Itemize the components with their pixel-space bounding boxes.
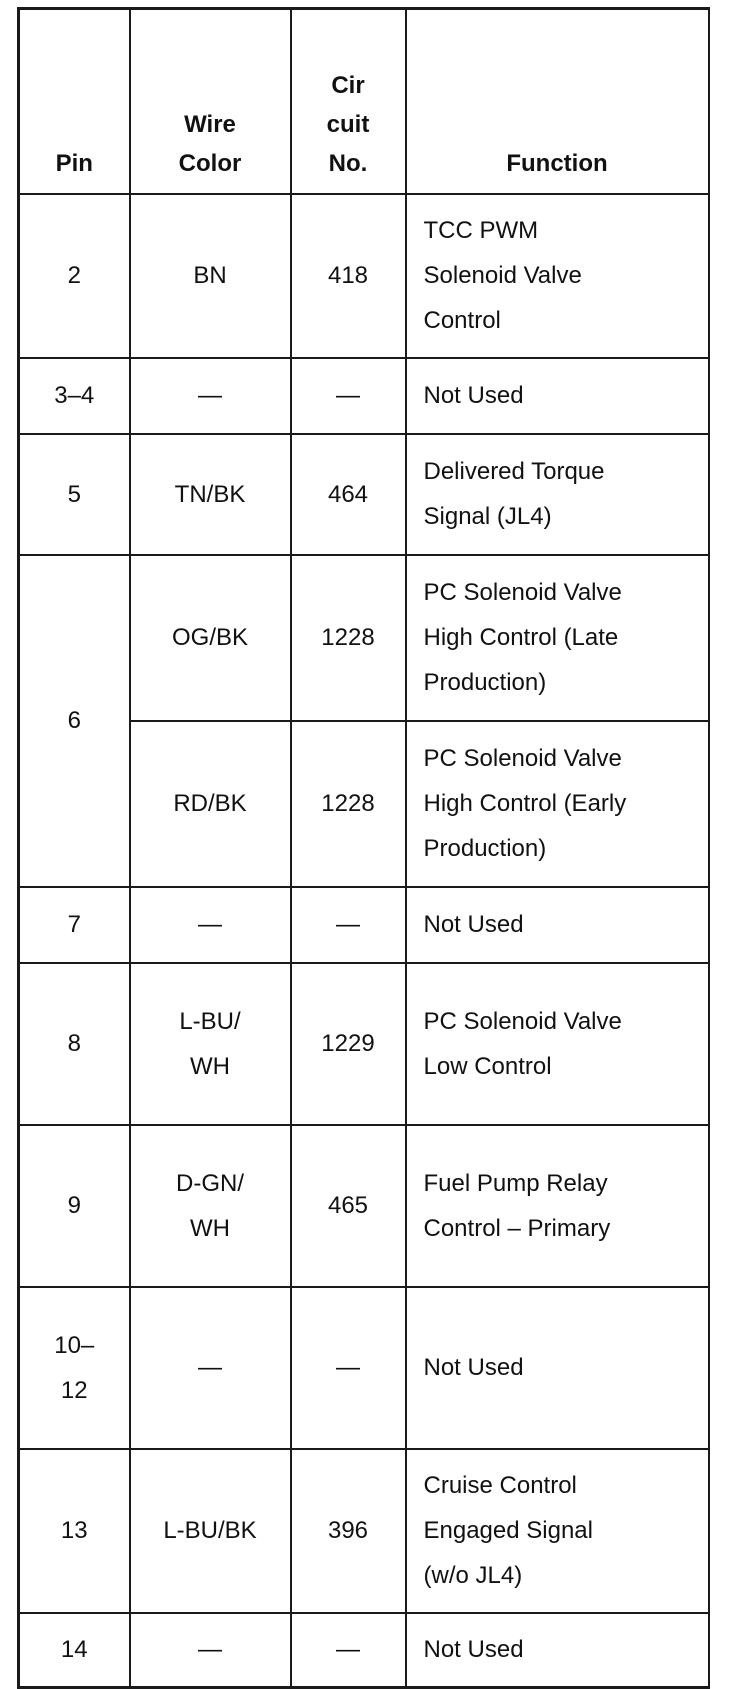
table-row (19, 434, 709, 555)
pin-cell: 13 (19, 1449, 130, 1613)
circuit-cell: 1228 (291, 721, 406, 887)
table-row (19, 555, 709, 721)
pin-cell: 14 (19, 1613, 130, 1688)
table-row (19, 1125, 709, 1287)
function-cell: Not Used (406, 887, 709, 963)
wire-color-cell: TN/BK (130, 434, 291, 555)
wire-color-cell: — (130, 358, 291, 434)
function-cell: Delivered Torque Signal (JL4) (406, 434, 709, 555)
circuit-cell: 396 (291, 1449, 406, 1613)
circuit-cell: 1228 (291, 555, 406, 721)
circuit-cell: — (291, 1613, 406, 1688)
table-row (19, 963, 709, 1125)
function-cell: Cruise Control Engaged Signal (w/o JL4) (406, 1449, 709, 1613)
wire-color-cell: — (130, 1287, 291, 1449)
pin-cell: 2 (19, 194, 130, 358)
pin-cell: 5 (19, 434, 130, 555)
circuit-cell: — (291, 887, 406, 963)
table-row (19, 1287, 709, 1449)
circuit-cell: 1229 (291, 963, 406, 1125)
function-cell: PC Solenoid Valve High Control (Early Production) (406, 721, 709, 887)
circuit-cell: 464 (291, 434, 406, 555)
pin-cell: 10– 12 (19, 1287, 130, 1449)
pin-cell: 3–4 (19, 358, 130, 434)
wire-color-cell: — (130, 1613, 291, 1688)
wire-color-cell: L-BU/ WH (130, 963, 291, 1125)
table-row (19, 1613, 709, 1688)
circuit-cell: — (291, 1287, 406, 1449)
table-row (19, 1449, 709, 1613)
pin-cell: 9 (19, 1125, 130, 1287)
header-wire-color: Wire Color (130, 9, 291, 194)
header-row (19, 9, 709, 194)
header-circuit-no: Cir cuit No. (291, 9, 406, 194)
function-cell: Not Used (406, 1613, 709, 1688)
circuit-cell: 465 (291, 1125, 406, 1287)
wire-color-cell: BN (130, 194, 291, 358)
wire-color-cell: OG/BK (130, 555, 291, 721)
function-cell: Fuel Pump Relay Control – Primary (406, 1125, 709, 1287)
pin-cell: 6 (19, 555, 130, 887)
pin-cell: 7 (19, 887, 130, 963)
function-cell: Not Used (406, 358, 709, 434)
header-function: Function (406, 9, 709, 194)
circuit-cell: 418 (291, 194, 406, 358)
function-cell: Not Used (406, 1287, 709, 1449)
table-row (19, 887, 709, 963)
function-cell: TCC PWM Solenoid Valve Control (406, 194, 709, 358)
circuit-cell: — (291, 358, 406, 434)
wire-color-cell: L-BU/BK (130, 1449, 291, 1613)
table-row (19, 194, 709, 358)
wire-color-cell: RD/BK (130, 721, 291, 887)
wire-color-cell: — (130, 887, 291, 963)
function-cell: PC Solenoid Valve High Control (Late Production) (406, 555, 709, 721)
connector-pinout-table (17, 7, 710, 1689)
table-row (19, 358, 709, 434)
function-cell: PC Solenoid Valve Low Control (406, 963, 709, 1125)
wire-color-cell: D-GN/ WH (130, 1125, 291, 1287)
connector-pinout-table-container (17, 7, 707, 1689)
header-pin: Pin (19, 9, 130, 194)
pin-cell: 8 (19, 963, 130, 1125)
